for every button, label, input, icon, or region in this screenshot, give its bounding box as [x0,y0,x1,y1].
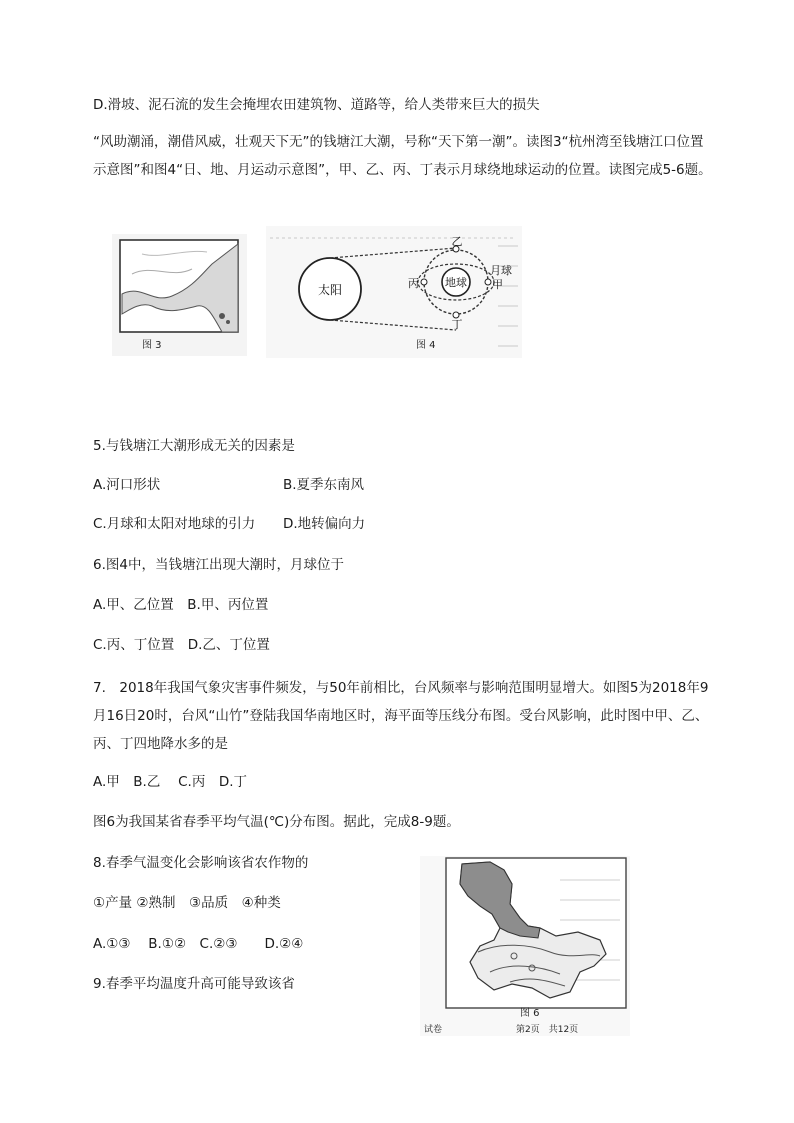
question-6: 6.图4中，当钱塘江出现大潮时，月球位于 [93,557,344,573]
moon-label: 月球 [490,264,512,277]
question-6-options-ab: A.甲、乙位置 B.甲、丙位置 [93,597,269,613]
earth-label: 地球 [445,276,467,289]
question-7-options: A.甲 B.乙 C.丙 D.丁 [93,774,248,790]
position-ding: 丁 [451,318,463,331]
position-bing: 丙 [408,277,419,290]
question-8: 8.春季气温变化会影响该省农作物的 [93,855,309,871]
figure-4-diagram [266,226,522,358]
position-jia: 甲 [492,278,503,291]
question-8-items: ①产量 ②熟制 ③品质 ④种类 [93,895,281,911]
question-6-options-cd: C.丙、丁位置 D.乙、丁位置 [93,637,270,653]
figure-3-map [112,234,247,356]
question-5: 5.与钱塘江大潮形成无关的因素是 [93,438,295,454]
question-5-option-c: C.月球和太阳对地球的引力 [93,516,256,532]
question-9: 9.春季平均温度升高可能导致该省 [93,976,295,992]
option-d-text: D.滑坡、泥石流的发生会掩埋农田建筑物、道路等，给人类带来巨大的损失 [93,97,540,113]
intro-paragraph: “风助潮涌，潮借风威，壮观天下无”的钱塘江大潮，号称“天下第一潮”。读图3“杭州湾至钱塘江口位置示意图”和图4“日、地、月运动示意图”，甲、乙、丙、丁表示月球绕地球运动的位置。读图完成5-6题。 [93,134,712,178]
sun-label: 太阳 [317,283,343,297]
footer-left-text: 试卷 [424,1025,443,1035]
figure-6-intro: 图6为我国某省春季平均气温(℃)分布图。据此，完成8-9题。 [93,814,460,830]
figure-6-map [420,856,630,1036]
position-yi: 乙 [451,235,463,248]
figure-3-label: 图 3 [142,340,162,351]
figure-6-label: 图 6 [520,1008,540,1019]
question-7: 7. 2018年我国气象灾害事件频发，与50年前相比，台风频率与影响范围明显增大。如图5为2018年9月16日20时，台风“山竹”登陆我国华南地区时，海平面等压线分布图。受台风影响，此时图中甲、乙、丙、丁四地降水多的是 [93,680,709,752]
page-footer: 第2页 共12页 [516,1025,579,1035]
question-5-option-a: A.河口形状 [93,477,161,493]
question-5-option-d: D.地转偏向力 [283,516,366,532]
figure-4-label: 图 4 [416,340,436,351]
question-5-option-b: B.夏季东南风 [283,477,365,493]
question-8-options: A.①③ B.①② C.②③ D.②④ [93,936,304,952]
